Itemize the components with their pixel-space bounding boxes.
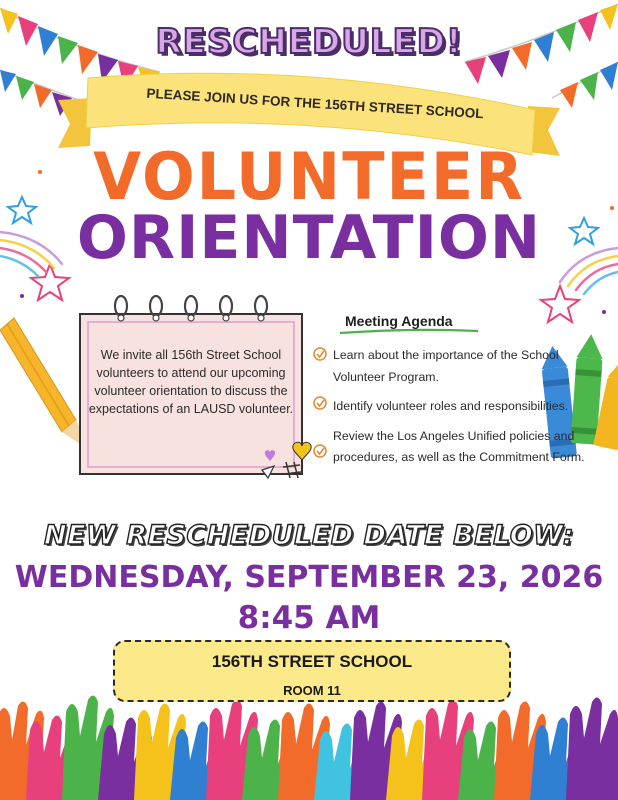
location-name: 156TH STREET SCHOOL (211, 652, 413, 671)
agenda-list (313, 345, 603, 477)
location-room: ROOM 11 (283, 683, 341, 698)
agenda-item (313, 426, 603, 469)
event-time: 8:45 AM (237, 600, 381, 636)
title-volunteer: VOLUNTEER (93, 138, 525, 215)
invitation-text: We invite all 156th Street School volunteers to attend our upcoming volunteer orientation to discuss the expectations of an LAUSD volunteer. (88, 348, 294, 416)
agenda-item-text: Learn about the importance of the School Volunteer Program. (333, 348, 559, 384)
pencil-icon (0, 318, 92, 452)
agenda-title: Meeting Agenda (345, 313, 453, 329)
raised-hands-graphic (0, 695, 618, 800)
agenda-item-text: Review the Los Angeles Unified policies and procedures, as well as the Commitment Form. (333, 428, 585, 464)
agenda-item (313, 345, 603, 388)
rescheduled-notice: NEW RESCHEDULED DATE BELOW: (43, 520, 574, 551)
agenda-item (313, 396, 603, 418)
agenda-underline (340, 330, 478, 333)
rescheduled-heading: RESCHEDULED! (155, 22, 463, 62)
title-orientation: ORIENTATION (76, 203, 542, 273)
event-date: WEDNESDAY, SEPTEMBER 23, 2026 (14, 560, 604, 595)
agenda-item-text: Identify volunteer roles and responsibilities. (333, 399, 569, 413)
ribbon-invite-text: PLEASE JOIN US FOR THE 156TH STREET SCHOOL (146, 85, 484, 122)
